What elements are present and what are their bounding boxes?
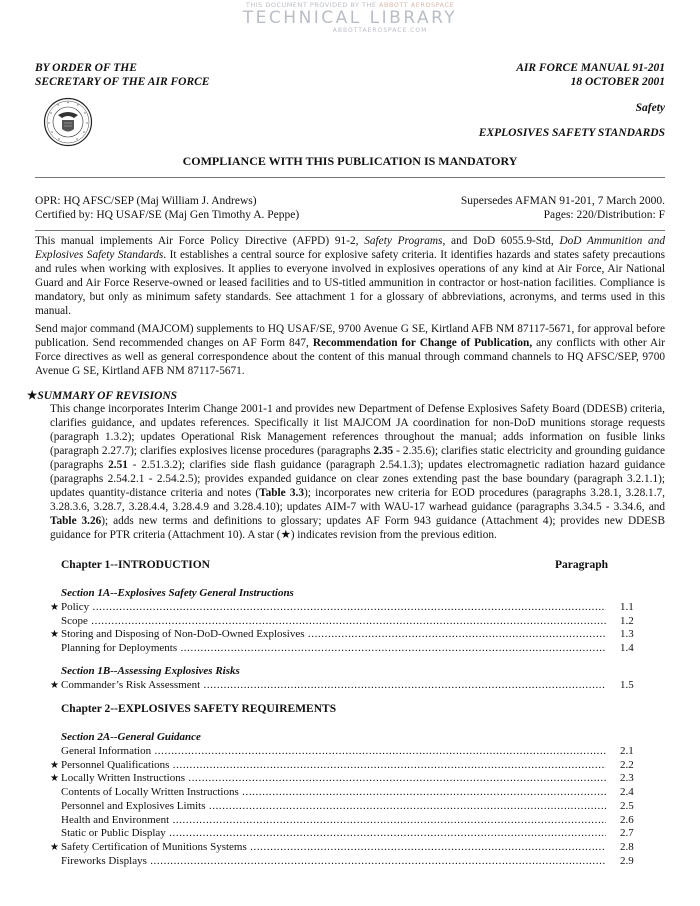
toc-entry-paragraph-number: 1.5 [620, 679, 634, 691]
supplement-paragraph: Send major command (MAJCOM) supplements to HQ USAF/SE, 9700 Avenue G SE, Kirtland AFB NM 87117-5671, for approval before publication. Send recommended changes on AF Form 847, Recommendation for Change of Publication, any conflicts with other Air Force directives as well as general correspondence about the content of this manual through command channels to HQ AFSC/SEP, 9700 Avenue G SE, Kirtland AFB NM 87117-5671. [35, 323, 666, 377]
toc-entry-paragraph-number: 2.3 [620, 772, 634, 785]
toc-entry[interactable] [50, 854, 634, 868]
toc-entry-paragraph-number: 2.2 [620, 758, 634, 771]
toc-entry-title: Safety Certification of Munitions Systems ..... [61, 841, 606, 854]
toc-entry-paragraph-number: 2.5 [620, 799, 634, 812]
toc-entry[interactable] [50, 628, 634, 641]
toc-entry-title: Commander’s Risk Assessment ..... [61, 679, 606, 692]
toc-entry[interactable] [50, 601, 634, 614]
pages-distribution: Pages: 220/Distribution: F [543, 209, 665, 221]
watermark [0, 2, 700, 34]
chapter-1-heading[interactable]: Chapter 1--INTRODUCTION [61, 559, 210, 571]
revision-star-icon: ★ [50, 759, 59, 771]
toc-entry[interactable] [50, 827, 634, 840]
revision-star-icon: ★ [50, 773, 59, 785]
manual-number: AIR FORCE MANUAL 91-201 [516, 62, 665, 74]
certified-by: Certified by: HQ USAF/SE (Maj Gen Timothy A. Peppe) [35, 209, 300, 221]
issuer-line-2: SECRETARY OF THE AIR FORCE [35, 75, 210, 88]
toc-entry[interactable] [50, 786, 634, 799]
issuer-block [35, 62, 209, 89]
toc-entry-paragraph-number: 1.3 [620, 628, 634, 641]
watermark-url: ABBOTTAEROSPACE.COM [332, 26, 428, 34]
divider [35, 177, 665, 178]
toc-entry-title: Personnel and Explosives Limits ..... [61, 800, 606, 813]
toc-entry-title: Static or Public Display ..... [61, 827, 606, 840]
toc-entry-paragraph-number: 2.7 [620, 827, 634, 840]
toc-entry-title: Personnel Qualifications ..... [61, 759, 606, 772]
toc-entry-title: Health and Environment ..... [61, 814, 606, 827]
divider [35, 230, 665, 231]
revision-star-icon: ★ [50, 602, 59, 613]
paragraph-column-header: Paragraph [555, 559, 609, 571]
summary-paragraph: This change incorporates Interim Change 2001-1 and provides new Department of Defense Explosives Safety Board (DDESB) criteria, clarifies guidance, and updates references. Specifically it list MAJCOM JA coordination for non-DoD munitions storage requests (paragraph 1.3.2); updates Operational Risk Management references throughout the manual; adds information on fusible links (paragraph 2.27.7); clarifies explosives license procedures (paragraphs 2.35 - 2.35.6); clarifies static electricity and grounding guidance (paragraphs 2.51 - 2.51.3.2); clarifies side flash guidance (paragraph 2.54.1.3); updates electromagnetic radiation hazard guidance (paragraphs 2.54.2.1 - 2.54.2.5); provides expanded guidance on clear zones extending past the base boundary (paragraph 3.2.1.1); updates quantity-distance criteria and notes (Table 3.3); incorporates new criteria for EOD procedures (paragraphs 3.28.1, 3.28.1.7, 3.28.3.6, 3.28.7, 3.28.4.4, 3.28.4.9 and 3.28.4.10); updates AIM-7 with WAU-17 warhead guidance (paragraphs 3.34.5 - 3.34.6, and Table 3.26); adds new terms and definitions to glossary; updates AF Form 943 guidance (Attachment 4); provides new DDESB guidance for PTR criteria (Attachment 10). A star (★) indicates revision from the previous edition. [50, 403, 666, 541]
toc-entry[interactable] [50, 813, 634, 827]
toc-entry[interactable] [50, 679, 634, 692]
toc-entry-title: Locally Written Instructions ..... [61, 772, 606, 785]
intro-paragraph: This manual implements Air Force Policy Directive (AFPD) 91-2, Safety Programs, and DoD 6055.9-Std, DoD Ammunition and Explosives Safety Standards. It establishes a central source for explosive safety criteria. It identifies hazards and states safety precautions and rules when working with explosives. It applies to everyone involved in explosives operations of any kind at Air Force, Air National Guard and Air Force Reserve-owned or leased facilities and to US-titled ammunition in contractor or host-nation facilities. Compliance is mandatory, but only as minimum safety standards. See attachment 1 for a glossary of abbreviations, acronyms, and terms used in this manual. [35, 235, 666, 317]
toc-entry-title: Contents of Locally Written Instructions ..... [61, 786, 606, 799]
toc-entry-paragraph-number: 2.4 [620, 786, 634, 799]
category: Safety [635, 102, 665, 114]
star-icon: ★ [27, 390, 38, 402]
toc-entry-title: General Information ..... [61, 745, 606, 758]
watermark-prefix: THIS DOCUMENT PROVIDED BY THE [245, 1, 377, 9]
toc-entry-title: Storing and Disposing of Non-DoD-Owned Explosives ..... [61, 628, 606, 641]
chapter-2-heading[interactable]: Chapter 2--EXPLOSIVES SAFETY REQUIREMENTS [61, 703, 337, 715]
toc-entry[interactable] [50, 799, 634, 813]
toc-entry-title: Planning for Deployments ..... [61, 642, 606, 655]
revision-star-icon: ★ [50, 680, 59, 691]
supersession-block [461, 194, 665, 222]
toc-entry[interactable] [50, 772, 634, 785]
toc-entry[interactable] [50, 642, 634, 655]
air-force-seal-icon [43, 97, 93, 147]
section-1a-heading[interactable]: Section 1A--Explosives Safety General Instructions [61, 587, 294, 599]
toc-entry-title: Scope ..... [61, 615, 606, 628]
issuer-line-1: BY ORDER OF THE [35, 62, 137, 74]
section-2a-heading[interactable]: Section 2A--General Guidance [61, 731, 201, 743]
toc-entry-paragraph-number: 2.6 [620, 813, 634, 826]
toc-entry-paragraph-number: 2.8 [620, 840, 634, 853]
toc-entry[interactable] [50, 840, 634, 854]
section-1b-heading[interactable]: Section 1B--Assessing Explosives Risks [61, 665, 240, 677]
summary-heading: ★SUMMARY OF REVISIONS [27, 390, 178, 402]
manual-id-block [516, 62, 665, 89]
watermark-title: TECHNICAL LIBRARY [242, 7, 458, 28]
document-title: EXPLOSIVES SAFETY STANDARDS [478, 127, 665, 139]
supersedes: Supersedes AFMAN 91-201, 7 March 2000. [460, 195, 665, 207]
toc-entry-paragraph-number: 2.9 [620, 854, 634, 867]
opr: OPR: HQ AFSC/SEP (Maj William J. Andrews) [35, 195, 257, 207]
toc-entry[interactable] [50, 758, 634, 772]
revision-star-icon: ★ [50, 841, 59, 853]
watermark-brand: ABBOTT AEROSPACE [379, 1, 455, 9]
toc-entry-paragraph-number: 1.2 [620, 614, 634, 627]
toc-entry[interactable] [50, 614, 634, 628]
toc-entry-title: Fireworks Displays ..... [61, 855, 606, 868]
manual-date: 18 OCTOBER 2001 [570, 75, 665, 88]
toc-entry-title: Policy ..... [61, 601, 606, 614]
revision-star-icon: ★ [50, 629, 59, 641]
toc-entry-paragraph-number: 2.1 [620, 745, 634, 757]
toc-entry-paragraph-number: 1.1 [620, 601, 634, 613]
toc-entry-paragraph-number: 1.4 [620, 642, 634, 655]
responsibility-block [35, 194, 299, 222]
compliance-statement: COMPLIANCE WITH THIS PUBLICATION IS MANDATORY [182, 154, 518, 168]
toc-entry[interactable] [50, 745, 634, 758]
